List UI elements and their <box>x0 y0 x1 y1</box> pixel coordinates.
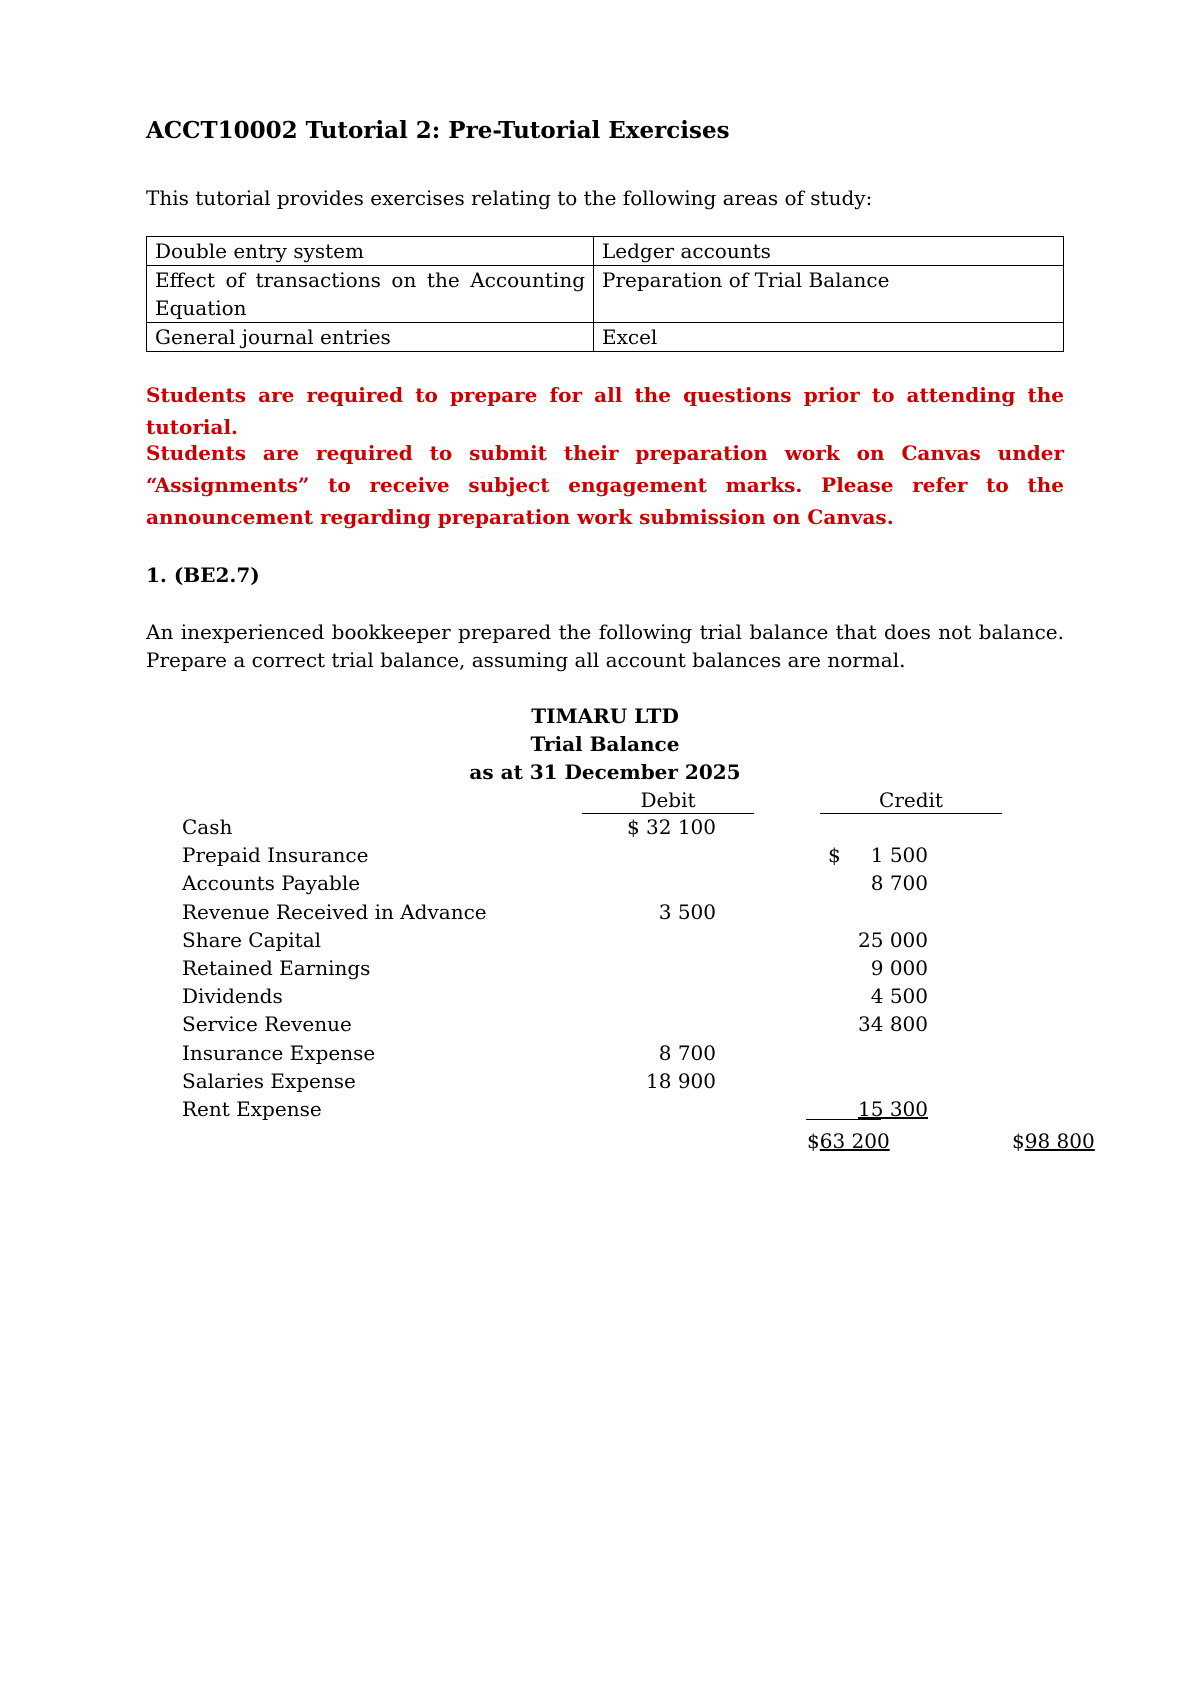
table-row <box>182 1097 1062 1125</box>
debit-amount: 3 500 <box>658 899 716 924</box>
credit-amount: 4 500 <box>870 984 928 1009</box>
company-name: TIMARU LTD <box>531 704 679 728</box>
total-debit-value: 63 200 <box>819 1129 890 1153</box>
table-row <box>182 815 1062 843</box>
credit-amount: 9 000 <box>870 956 928 980</box>
notice-prepare: Students are required to prepare for all the questions prior to attending the tutorial. <box>146 383 1064 439</box>
credit-amount: 25 000 <box>858 927 928 952</box>
credit-amount: 8 700 <box>870 871 928 896</box>
question-text: An inexperienced bookkeeper prepared the following trial balance that does not balance. Prepare a correct trial balance, assuming all account balances are normal. <box>146 620 1064 672</box>
account-name: Dividends <box>182 984 283 1009</box>
account-name: Prepaid Insurance <box>182 843 369 868</box>
account-name: Accounts Payable <box>182 871 361 896</box>
table-row <box>182 843 1062 871</box>
credit-amount: 34 800 <box>858 1012 928 1037</box>
table-cell: Excel <box>594 323 1064 352</box>
study-areas-table <box>146 236 1064 352</box>
account-name: Retained Earnings <box>182 956 371 980</box>
notice-submit: Students are required to submit their preparation work on Canvas under “Assignments” to receive subject engagement marks. Please refer to the announcement regarding preparation work submission on Canvas. <box>146 441 1064 529</box>
account-name: Insurance Expense <box>182 1040 376 1065</box>
table-cell: Ledger accounts <box>594 237 1064 266</box>
account-name: Revenue Received in Advance <box>182 899 487 924</box>
credit-column-header: Credit <box>820 788 1002 814</box>
debit-subtotal-line <box>806 1119 881 1120</box>
table-row <box>182 928 1062 956</box>
account-name: Service Revenue <box>182 1012 352 1037</box>
total-debit <box>807 1129 890 1153</box>
question-heading: 1. (BE2.7) <box>146 563 260 587</box>
table-row <box>182 956 1062 984</box>
table-row <box>182 900 1062 928</box>
table-cell: General journal entries <box>147 323 594 352</box>
table-row <box>147 237 1064 266</box>
page-title: ACCT10002 Tutorial 2: Pre-Tutorial Exercises <box>146 117 730 144</box>
table-row <box>182 1012 1062 1040</box>
table-row <box>182 871 1062 899</box>
table-row <box>182 984 1062 1012</box>
credit-amount: 1 500 <box>870 843 928 868</box>
table-row <box>182 1069 1062 1097</box>
account-name: Salaries Expense <box>182 1068 356 1093</box>
total-credit-value: 98 800 <box>1024 1129 1095 1153</box>
currency-sign: $ <box>807 1129 820 1153</box>
total-credit <box>1012 1129 1095 1153</box>
debit-amount: 8 700 <box>658 1040 716 1065</box>
table-row <box>147 323 1064 352</box>
account-name: Rent Expense <box>182 1097 322 1121</box>
currency-sign: $ <box>1012 1129 1025 1153</box>
table-cell: Double entry system <box>147 237 594 266</box>
debit-currency: $ <box>627 815 640 839</box>
table-row <box>147 266 1064 323</box>
statement-title: Trial Balance <box>530 732 680 756</box>
statement-date: as at 31 December 2025 <box>469 760 741 784</box>
account-name: Share Capital <box>182 927 322 952</box>
credit-currency: $ <box>828 843 841 868</box>
debit-amount: 32 100 <box>646 815 716 839</box>
table-row <box>182 1041 1062 1069</box>
account-name: Cash <box>182 815 233 839</box>
credit-amount: 15 300 <box>858 1097 928 1121</box>
table-cell: Effect of transactions on the Accounting Equation <box>147 266 594 323</box>
debit-amount: 18 900 <box>646 1068 716 1093</box>
intro-text: This tutorial provides exercises relating to the following areas of study: <box>146 186 873 210</box>
debit-column-header: Debit <box>582 788 754 814</box>
table-cell: Preparation of Trial Balance <box>594 266 1064 323</box>
